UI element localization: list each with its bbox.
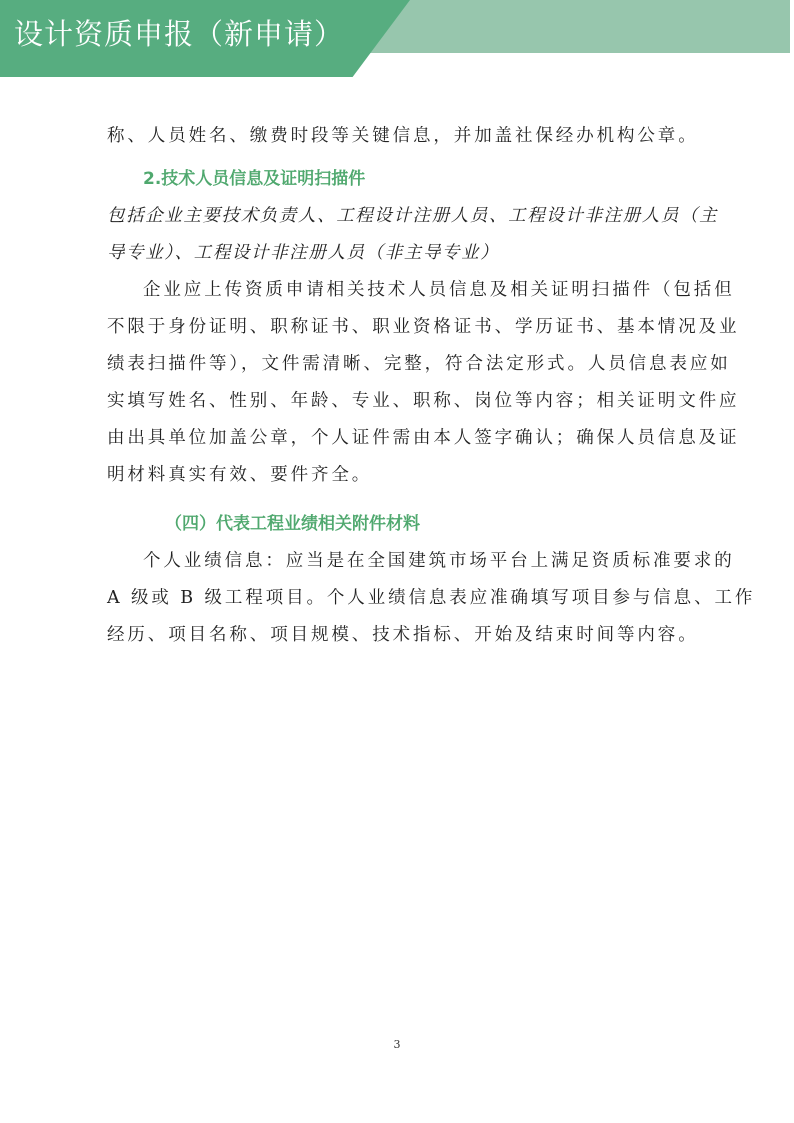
continuation-line: 称、人员姓名、缴费时段等关键信息，并加盖社保经办机构公章。 (107, 126, 699, 146)
paragraph-line: 不限于身份证明、职称证书、职业资格证书、学历证书、基本情况及业 (107, 317, 740, 337)
section-4-heading: （四）代表工程业绩相关附件材料 (165, 514, 420, 534)
page-number: 3 (393, 1038, 401, 1051)
paragraph-line: 实填写姓名、性别、年龄、专业、职称、岗位等内容；相关证明文件应 (107, 391, 740, 411)
italic-line: 导专业）、工程设计非注册人员（非主导专业） (107, 243, 500, 263)
paragraph-line: 经历、项目名称、项目规模、技术指标、开始及结束时间等内容。 (107, 625, 699, 645)
italic-line: 包括企业主要技术负责人、工程设计注册人员、工程设计非注册人员（主 (107, 206, 719, 226)
document-body (107, 118, 756, 654)
paragraph-line: A 级或 B 级工程项目。个人业绩信息表应准确填写项目参与信息、工作 (107, 588, 756, 608)
paragraph-line: 企业应上传资质申请相关技术人员信息及相关证明扫描件（包括但 (143, 280, 735, 300)
paragraph-line: 由出具单位加盖公章，个人证件需由本人签字确认；确保人员信息及证 (107, 428, 740, 448)
paragraph-line: 绩表扫描件等），文件需清晰、完整，符合法定形式。人员信息表应如 (107, 354, 731, 374)
paragraph-line: 明材料真实有效、要件齐全。 (107, 465, 373, 485)
page-title: 设计资质申报（新申请） (14, 17, 345, 51)
section-2-heading: 2.技术人员信息及证明扫描件 (143, 169, 366, 189)
paragraph-line: 个人业绩信息：应当是在全国建筑市场平台上满足资质标准要求的 (143, 551, 735, 571)
